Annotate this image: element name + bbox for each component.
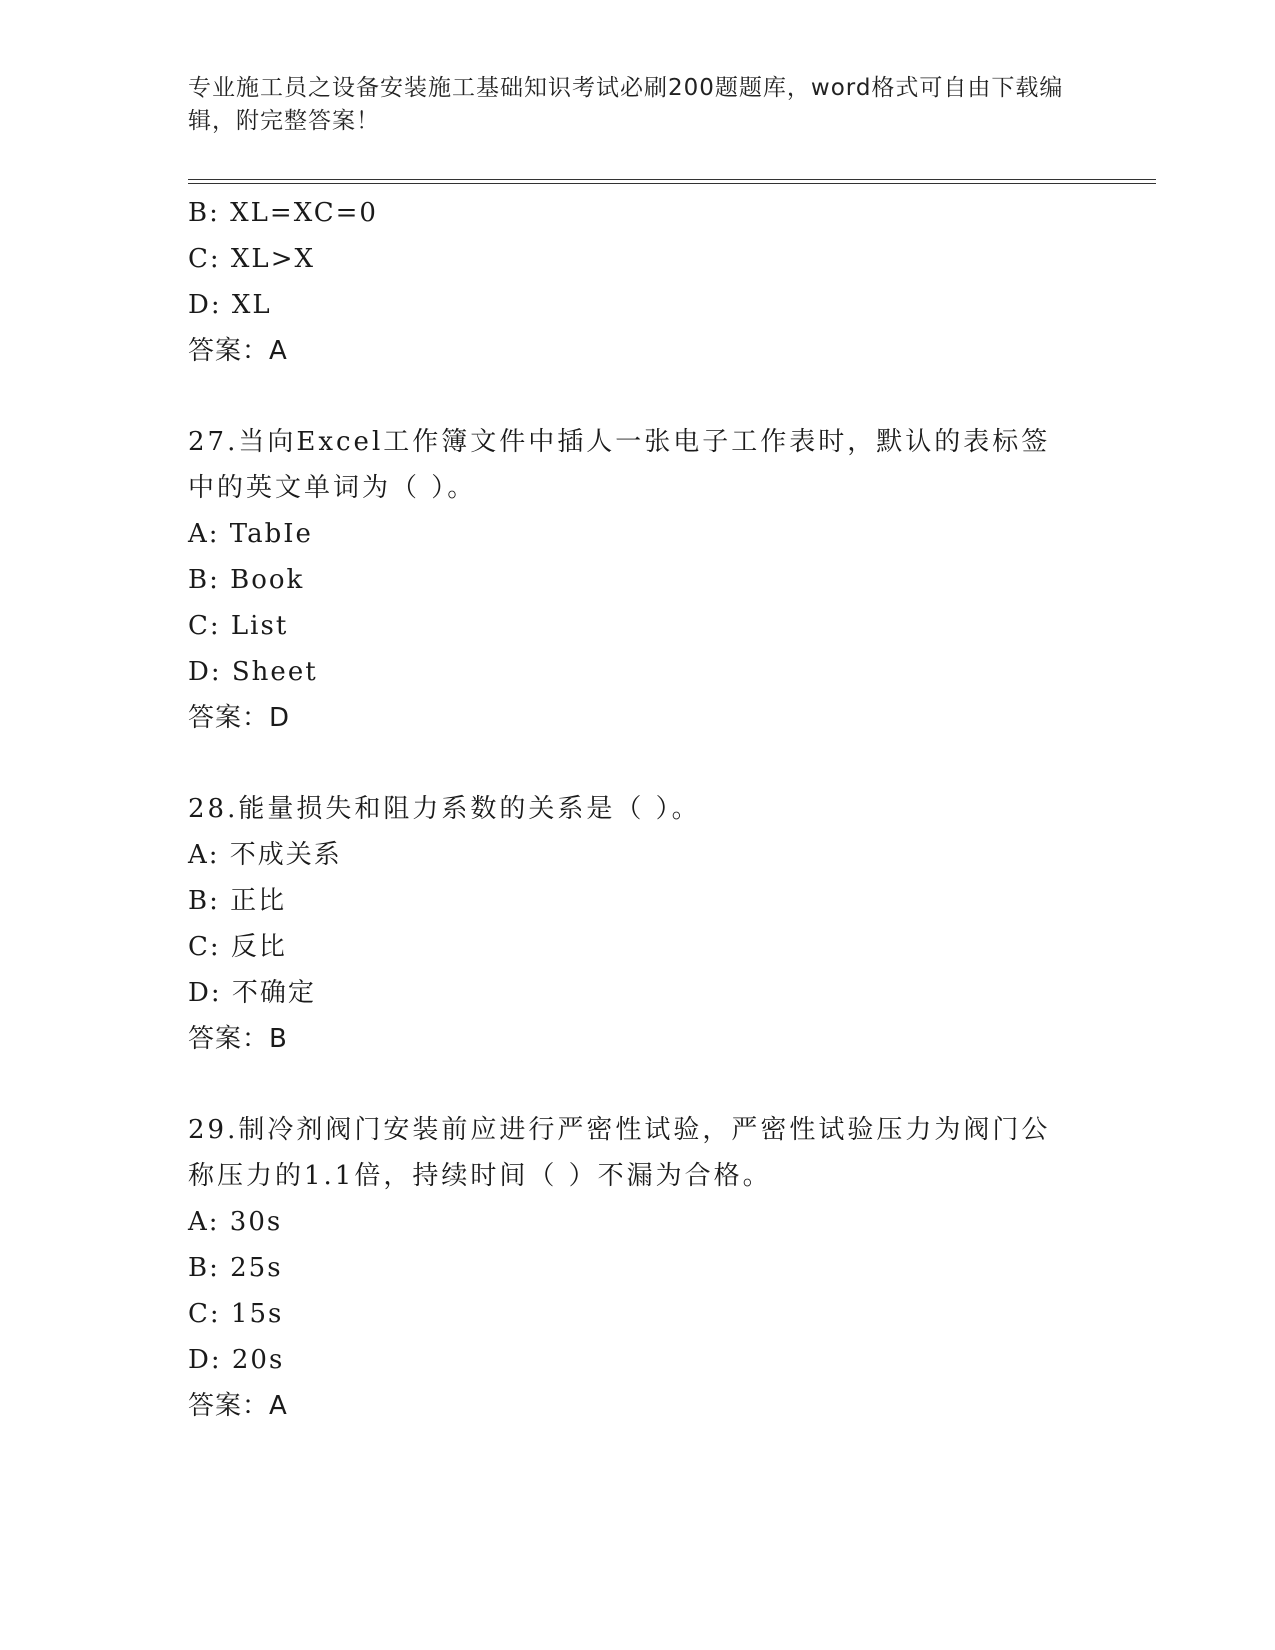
option-b: B: 25s — [188, 1253, 283, 1283]
answer-text: 答案：D — [188, 703, 291, 733]
option-d: D: XL — [188, 290, 272, 320]
question-list — [188, 190, 1088, 1429]
option-d: D: 20s — [188, 1345, 285, 1375]
option-c: C: 反比 — [188, 932, 287, 962]
question-28 — [188, 786, 1088, 1062]
question-27 — [188, 419, 1088, 741]
option-c: C: List — [188, 611, 289, 641]
option-a: A: 30s — [188, 1207, 283, 1237]
question-26-continued — [188, 190, 1088, 374]
option-b: B: Book — [188, 565, 305, 595]
question-29 — [188, 1107, 1088, 1429]
option-b: B: XL=XC=0 — [188, 198, 378, 228]
question-text: 28.能量损失和阻力系数的关系是（ ）。 — [188, 794, 701, 824]
option-d: D: 不确定 — [188, 978, 316, 1008]
header-rule-top — [188, 179, 1156, 180]
option-b: B: 正比 — [188, 886, 287, 916]
option-a: A: 不成关系 — [188, 840, 342, 870]
page-header: 专业施工员之设备安装施工基础知识考试必刷200题题库，word格式可自由下载编辑，附完整答案！ — [188, 75, 1064, 134]
answer-text: 答案：A — [188, 336, 288, 366]
option-c: C: XL>X — [188, 244, 315, 274]
answer-text: 答案：B — [188, 1024, 288, 1054]
question-text: 29.制冷剂阀门安装前应进行严密性试验，严密性试验压力为阀门公称压力的1.1倍，持续时间（ ）不漏为合格。 — [188, 1115, 1051, 1191]
answer-text: 答案：A — [188, 1391, 288, 1421]
option-c: C: 15s — [188, 1299, 284, 1329]
option-a: A: TabIe — [188, 519, 313, 549]
question-text: 27.当向Excel工作簿文件中插人一张电子工作表时，默认的表标签中的英文单词为（ ）。 — [188, 427, 1051, 503]
header-rule-bottom — [188, 183, 1156, 184]
option-d: D: Sheet — [188, 657, 318, 687]
